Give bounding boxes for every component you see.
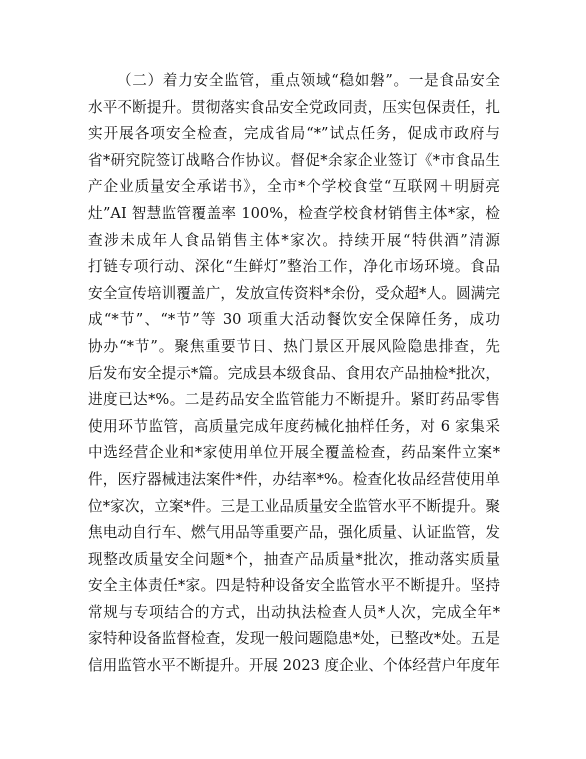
paragraph-line: 实开展各项安全检查，完成省局“*”试点任务，促成市政府与: [88, 125, 500, 143]
paragraph-line: 常规与专项结合的方式，出动执法检查人员*人次，完成全年*: [88, 603, 500, 621]
paragraph-line: 查涉未成年人食品销售主体*家次。持续开展“特供酒”清源: [88, 231, 500, 249]
paragraph-line: 协办“*节”。聚焦重要节日、热门景区开展风险隐患排查，先: [88, 337, 500, 355]
paragraph-line: 进度已达*%。二是药品安全监管能力不断提升。紧盯药品零售: [88, 391, 500, 409]
paragraph-line: 家特种设备监督检查，发现一般问题隐患*处，已整改*处。五是: [88, 630, 500, 648]
paragraph-line: 使用环节监管，高质量完成年度药械化抽样任务，对 6 家集采: [88, 417, 500, 435]
paragraph-line: 现整改质量安全问题*个，抽查产品质量*批次，推动落实质量: [88, 550, 500, 568]
paragraph-line: 焦电动自行车、燃气用品等重要产品，强化质量、认证监管，发: [88, 524, 500, 542]
paragraph-line: 水平不断提升。贯彻落实食品安全党政同责，压实包保责任，扎: [88, 98, 500, 116]
paragraph-line: 中选经营企业和*家使用单位开展全覆盖检查，药品案件立案*: [88, 444, 500, 462]
paragraph-line: 灶”AI 智慧监管覆盖率 100%，检查学校食材销售主体*家，检: [88, 204, 500, 222]
body-paragraph: [88, 68, 500, 680]
paragraph-line: 产企业质量安全承诺书》，全市*个学校食堂“互联网＋明厨亮: [88, 178, 500, 196]
paragraph-line: 件，医疗器械违法案件*件，办结率*%。检查化妆品经营使用单: [88, 470, 500, 488]
paragraph-line: 安全宣传培训覆盖广，发放宣传资料*余份，受众超*人。圆满完: [88, 284, 500, 302]
paragraph-line: （二）着力安全监管，重点领域“稳如磐”。一是食品安全: [117, 72, 500, 89]
paragraph-line: 位*家次，立案*件。三是工业品质量安全监管水平不断提升。聚: [88, 497, 500, 515]
paragraph-line: 安全主体责任*家。四是特种设备安全监管水平不断提升。坚持: [88, 577, 500, 595]
paragraph-line: 成“*节”、“*节”等 30 项重大活动餐饮安全保障任务，成功: [88, 311, 500, 329]
paragraph-line: 打链专项行动、深化“生鲜灯”整治工作，净化市场环境。食品: [88, 258, 500, 276]
paragraph-line: 后发布安全提示*篇。完成县本级食品、食用农产品抽检*批次，: [88, 364, 500, 382]
paragraph-line: 省*研究院签订战略合作协议。督促*余家企业签订《*市食品生: [88, 151, 500, 169]
paragraph-line: 信用监管水平不断提升。开展 2023 度企业、个体经营户年度年: [88, 657, 500, 675]
